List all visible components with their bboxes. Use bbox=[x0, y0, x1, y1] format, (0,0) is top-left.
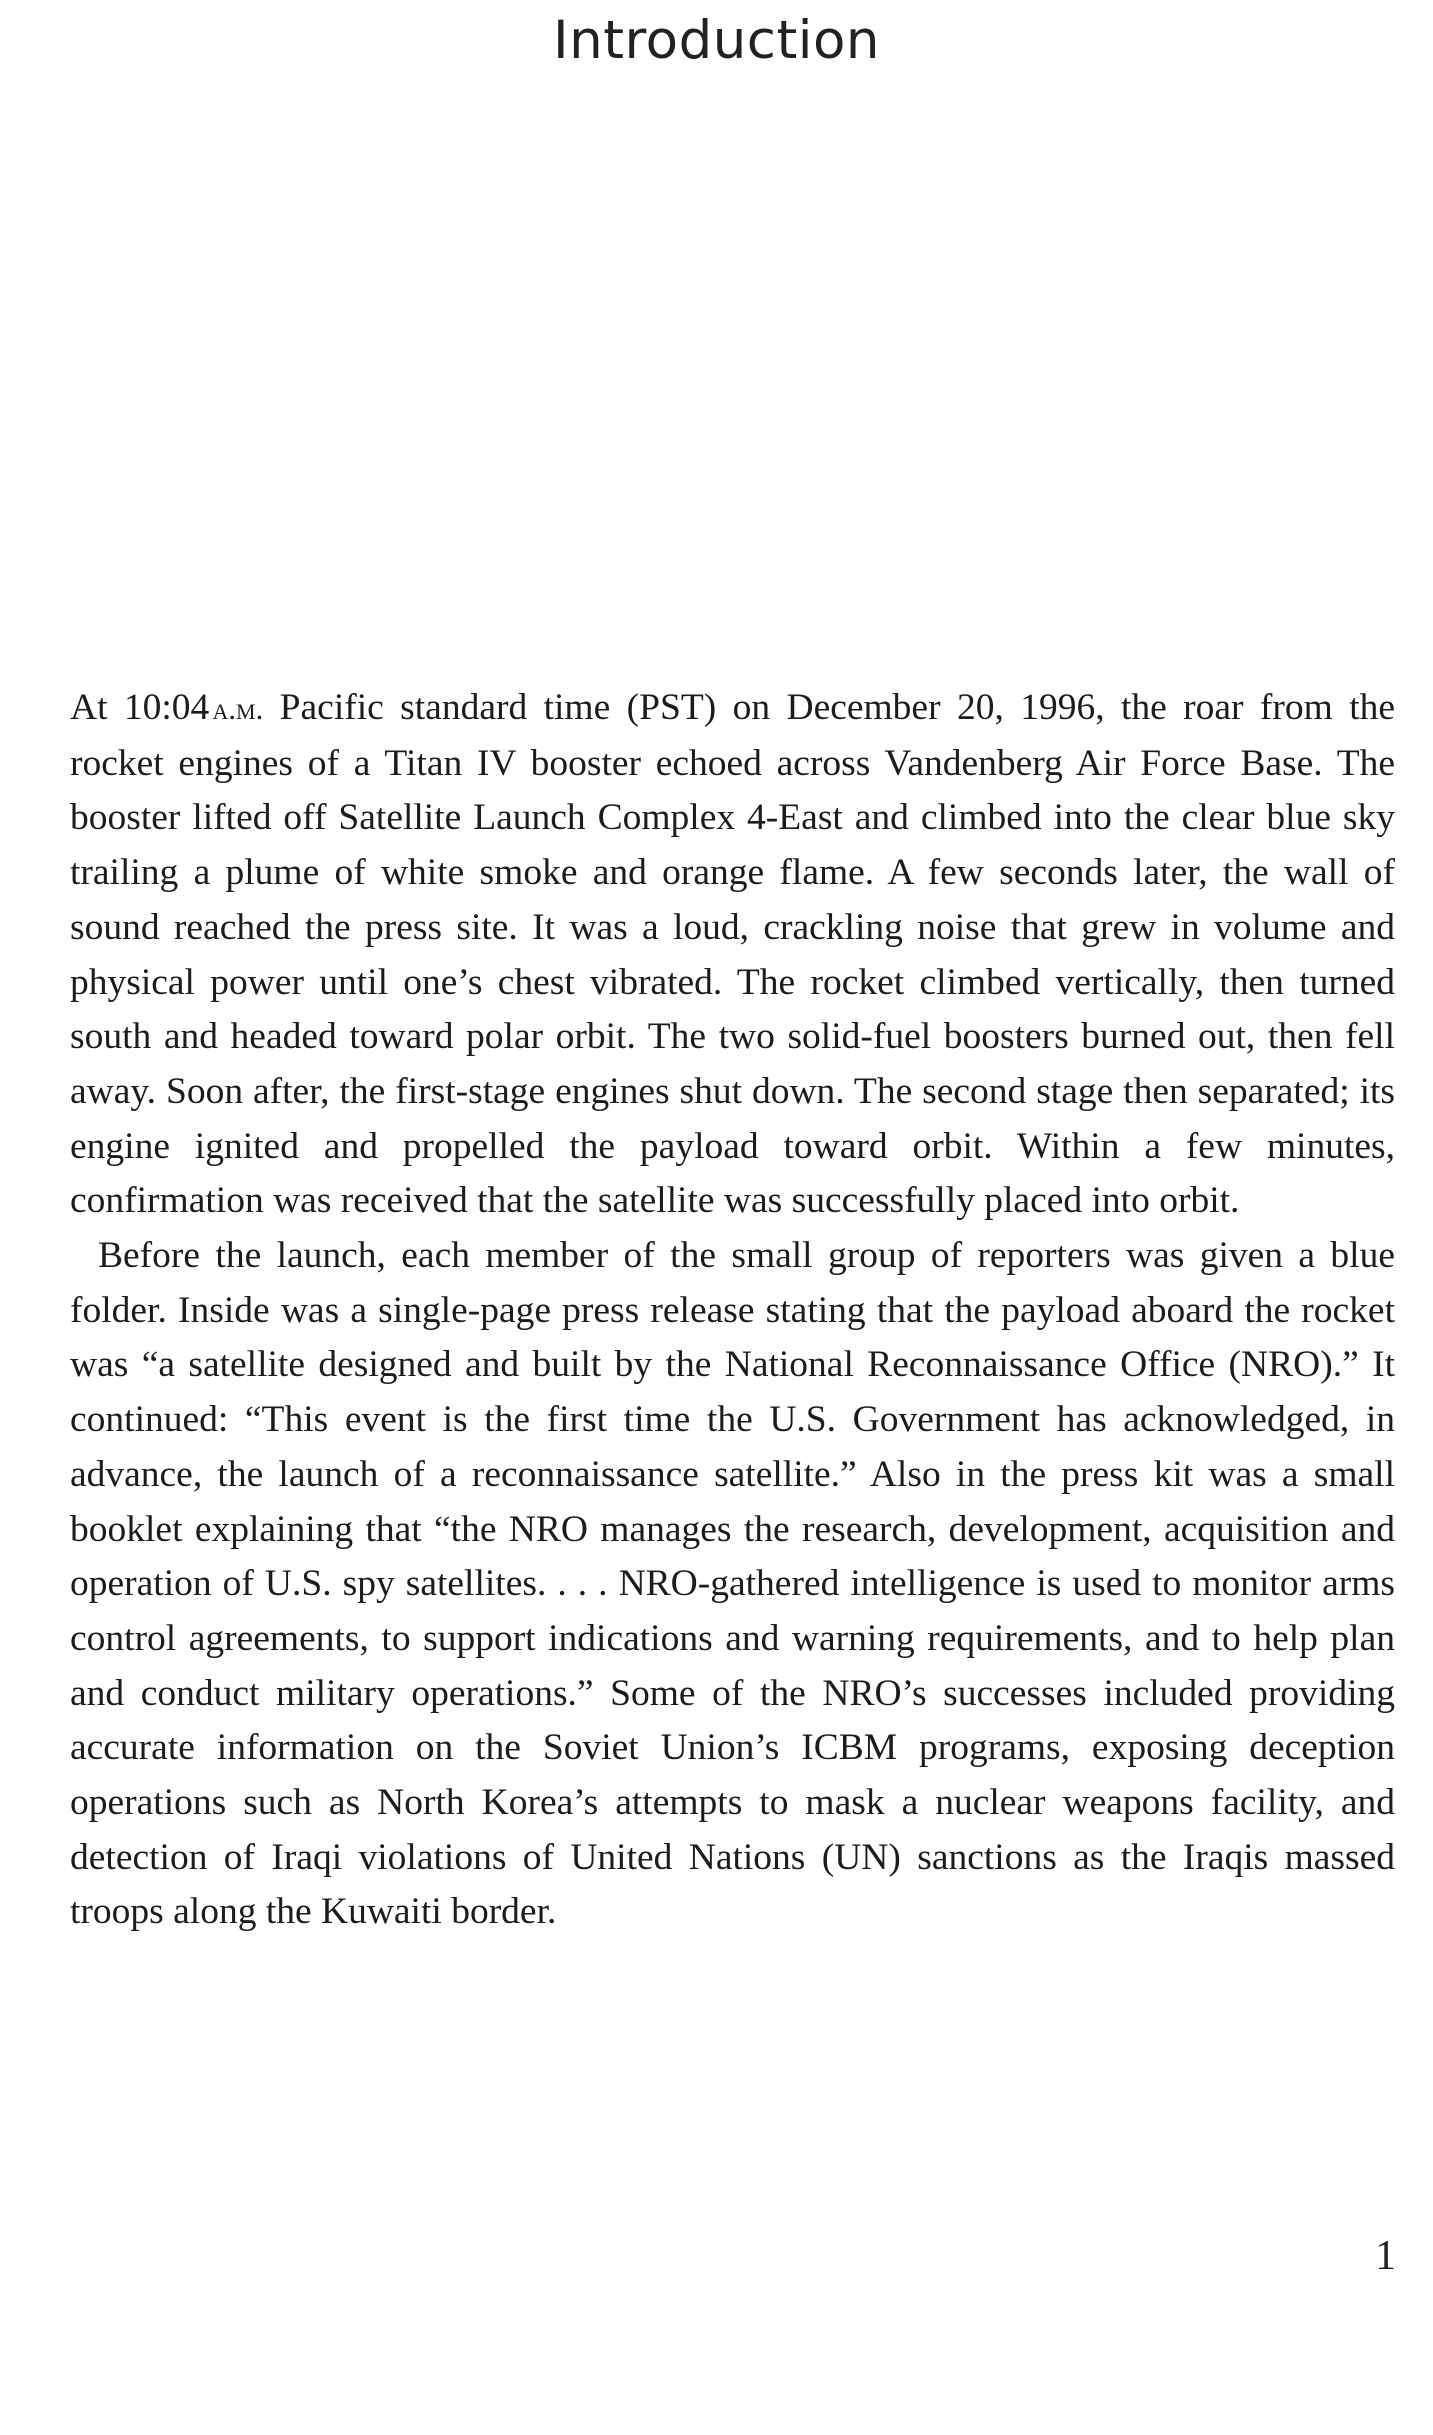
page-number: 1 bbox=[1375, 2233, 1396, 2279]
paragraph-launch bbox=[70, 681, 1395, 1229]
chapter-title: Introduction bbox=[553, 10, 880, 71]
launch-time: At 10:04 bbox=[70, 687, 210, 728]
launch-time-suffix: a.m. bbox=[212, 692, 264, 726]
body-text bbox=[70, 681, 1395, 1940]
paragraph-launch-text: Pacific standard time (PST) on December 20, 1996, the roar from the rocket engines of a Titan IV booster echoed across Vandenberg Air Force Base. The booster lifted off Satellite Launch Complex 4-East and climbed into the clear blue sky trailing a plume of white smoke and orange flame. A few seconds later, the wall of sound reached the press site. It was a loud, crackling noise that grew in volume and physical power until one’s chest vibrated. The rocket climbed vertically, then turned south and headed toward polar orbit. The two solid-fuel boosters burned out, then fell away. Soon after, the first-stage engines shut down. The second stage then separated; its engine ignited and propelled the payload toward orbit. Within a few minutes, confirmation was received that the satellite was successfully placed into orbit. bbox=[70, 687, 1396, 1222]
paragraph-press-kit: Before the launch, each member of the small group of reporters was given a blue folder. Inside was a single-page press release stating that the payload aboard the rocket was “a satellite designed and built by the National Reconnaissance Office (NRO).” It continued: “This event is the first time the U.S. Government has acknowledged, in advance, the launch of a reconnaissance satellite.” Also in the press kit was a small booklet explaining that “the NRO manages the research, development, acquisition and operation of U.S. spy satellites. . . . NRO-gathered intelligence is used to monitor arms control agreements, to support indications and warning requirements, and to help plan and conduct military operations.” Some of the NRO’s successes included providing accurate information on the Soviet Union’s ICBM programs, exposing deception operations such as North Korea’s attempts to mask a nuclear weapons facility, and detection of Iraqi violations of United Nations (UN) sanctions as the Iraqis massed troops along the Kuwaiti border. bbox=[70, 1235, 1395, 1933]
